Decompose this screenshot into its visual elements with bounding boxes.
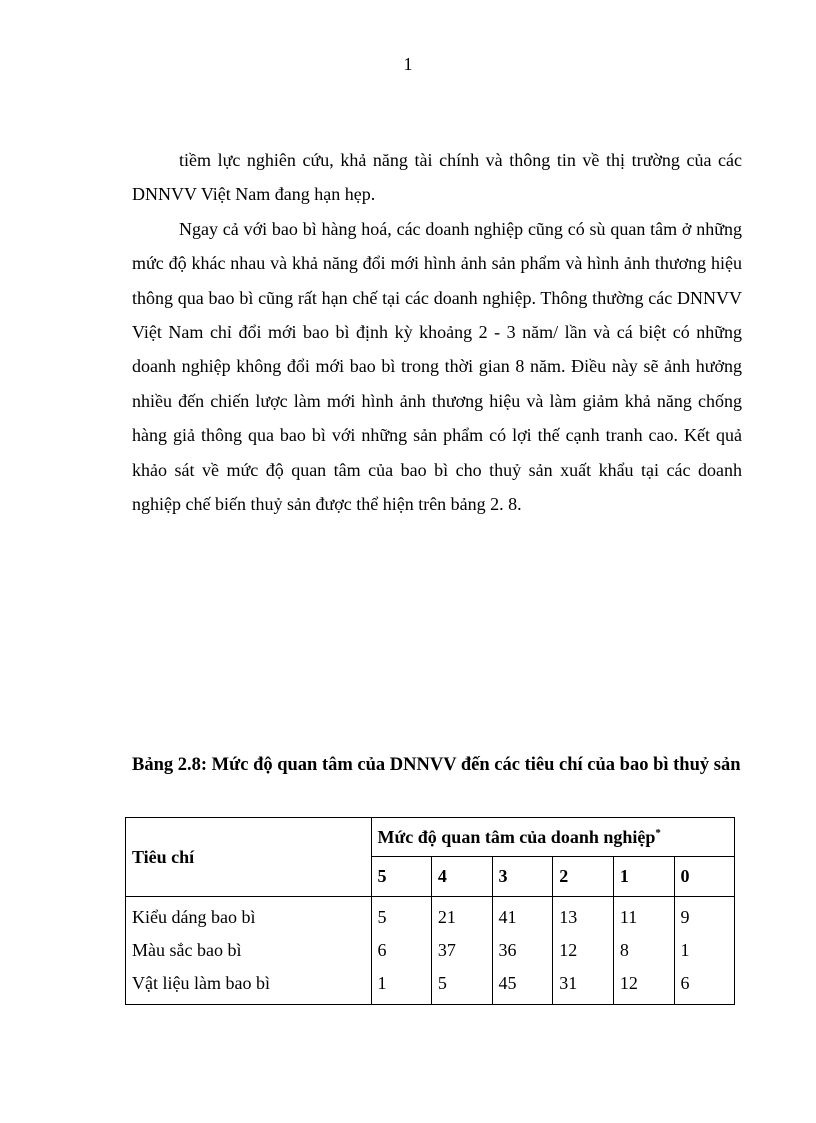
value-cell: 12 — [613, 967, 674, 1005]
value-cell: 45 — [492, 967, 553, 1005]
value-cell: 6 — [371, 934, 431, 967]
criteria-header-label: Tiêu chí — [132, 846, 195, 867]
value-cell: 36 — [492, 934, 553, 967]
value-cell: 1 — [371, 967, 431, 1005]
table-row — [126, 967, 735, 1005]
value-cell: 13 — [553, 897, 614, 935]
level-header: 3 — [492, 857, 553, 897]
level-header: 1 — [613, 857, 674, 897]
value-cell: 11 — [613, 897, 674, 935]
criteria-cell: Kiểu dáng bao bì — [126, 897, 372, 935]
value-cell: 21 — [431, 897, 492, 935]
paragraph: Ngay cả với bao bì hàng hoá, các doanh nghiệp cũng có sù quan tâm ở những mức độ khác nhau và khả năng đổi mới hình ảnh sản phẩm và hình ảnh thương hiệu thông qua bao bì cũng rất hạn chế tại các doanh nghiệp. Thông thường các DNNVV Việt Nam chỉ đổi mới bao bì định kỳ khoảng 2 - 3 năm/ lần và cá biệt có những doanh nghiệp không đổi mới bao bì trong thời gian 8 năm. Điều này sẽ ảnh hưởng nhiều đến chiến lược làm mới hình ảnh thương hiệu và làm giảm khả năng chống hàng giả thông qua bao bì với những sản phẩm có lợi thế cạnh tranh cao. Kết quả khảo sát về mức độ quan tâm của bao bì cho thuỷ sản xuất khẩu tại các doanh nghiệp chế biến thuỷ sản được thể hiện trên bảng 2. 8. — [132, 218, 742, 515]
value-cell: 41 — [492, 897, 553, 935]
survey-table — [125, 817, 735, 1005]
value-cell: 9 — [674, 897, 734, 935]
level-header: 0 — [674, 857, 734, 897]
level-header: 2 — [553, 857, 614, 897]
value-cell: 1 — [674, 934, 734, 967]
criteria-cell: Màu sắc bao bì — [126, 934, 372, 967]
value-cell: 5 — [371, 897, 431, 935]
value-cell: 6 — [674, 967, 734, 1005]
value-cell: 37 — [431, 934, 492, 967]
table-caption: Bảng 2.8: Mức độ quan tâm của DNNVV đến các tiêu chí của bao bì thuỷ sản — [132, 755, 741, 775]
value-cell: 5 — [431, 967, 492, 1005]
level-group-header — [371, 818, 735, 857]
table-row — [126, 934, 735, 967]
value-cell: 8 — [613, 934, 674, 967]
paragraph: tiềm lực nghiên cứu, khả năng tài chính và thông tin về thị trường của các DNNVV Việt Nam đang hạn hẹp. — [132, 150, 742, 205]
body-text — [132, 143, 742, 521]
footnote-mark: * — [655, 826, 661, 839]
table-row — [126, 897, 735, 935]
level-header: 5 — [371, 857, 431, 897]
level-header: 4 — [431, 857, 492, 897]
page-number: 1 — [403, 54, 413, 74]
criteria-header — [126, 818, 372, 897]
level-group-label: Mức độ quan tâm của doanh nghiệp — [377, 826, 656, 847]
value-cell: 12 — [553, 934, 614, 967]
value-cell: 31 — [553, 967, 614, 1005]
criteria-cell: Vật liệu làm bao bì — [126, 967, 372, 1005]
